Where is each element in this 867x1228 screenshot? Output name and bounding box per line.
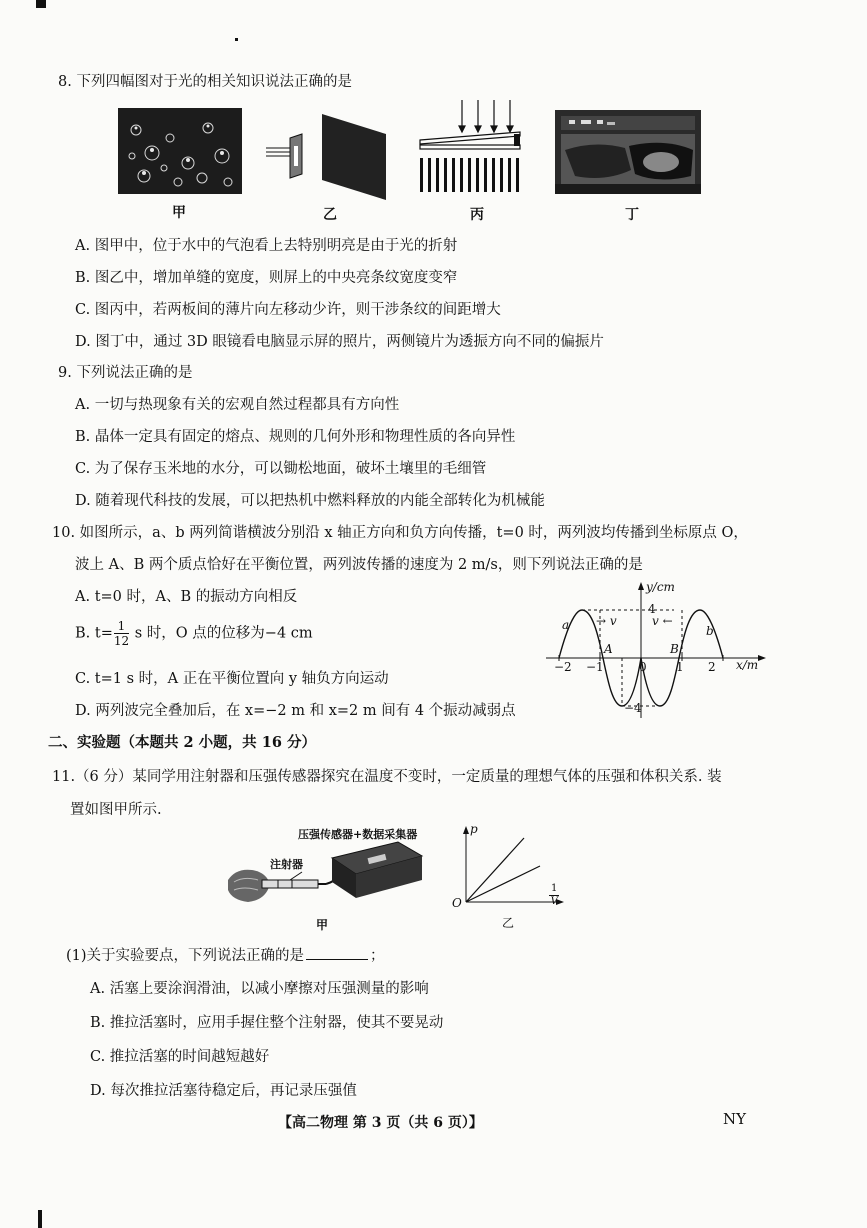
q8-figure-jia [118,108,242,194]
q8-label-ding: 丁 [625,207,639,223]
q10-option-b-pre: B. t= [75,625,113,642]
q8-stem: 8. 下列四幅图对于光的相关知识说法正确的是 [58,74,352,90]
graph-tick-neg1: −1 [586,660,604,674]
q8-figure-bing [416,100,526,196]
graph-origin: 0 [639,660,647,674]
q11-subquestion-1 [66,944,385,965]
graph-velocity-right: v ← [652,614,673,628]
q11-stem-line1: 11.（6 分）某同学用注射器和压强传感器探究在温度不变时，一定质量的理想气体的压强和体积关系. 装 [52,769,722,785]
q11-caption-sensor: 压强传感器+数据采集器 [298,828,418,841]
q10-option-b [75,620,313,647]
q11-option-b: B. 推拉活塞时，应用手握住整个注射器，使其不要晃动 [90,1015,444,1031]
q8-option-d: D. 图丁中，通过 3D 眼镜看电脑显示屏的照片，两侧镜片为透振方向不同的偏振片 [75,334,604,350]
graph-tick-pos1: 1 [676,660,684,674]
fraction-denominator: V [550,896,558,907]
graph-velocity-left: → v [596,614,617,628]
q10-stem-line1: 10. 如图所示，a、b 两列简谐横波分别沿 x 轴正方向和负方向传播，t=0 时，两列波均传播到坐标原点 O， [52,525,748,541]
q8-label-yi: 乙 [323,207,337,223]
single-slit-diagram [262,108,392,200]
answer-blank[interactable] [306,947,368,960]
q8-figure-yi [262,108,392,200]
q10-option-a: A. t=0 时，A、B 的振动方向相反 [75,589,298,605]
q9-option-d: D. 随着现代科技的发展，可以把热机中燃料释放的内能全部转化为机械能 [75,493,545,509]
q11-caption-syringe: 注射器 [270,858,303,871]
q11-graph-x-label [548,884,560,907]
q11-sub1-text: (1)关于实验要点，下列说法正确的是 [66,948,305,964]
graph-point-a: A [604,642,613,656]
q8-option-a: A. 图甲中，位于水中的气泡看上去特别明亮是由于光的折射 [75,238,458,254]
scan-dot [235,38,238,41]
graph-wave-a-label: a [562,618,570,632]
graph-amp-pos: 4 [648,602,656,616]
section-2-title: 二、实验题（本题共 2 小题，共 16 分） [48,734,316,751]
fraction-numerator: 1 [551,883,558,894]
graph-amp-neg: −4 [624,701,642,715]
q9-stem: 9. 下列说法正确的是 [58,365,193,381]
q8-label-jia: 甲 [172,205,186,221]
q8-label-bing: 丙 [470,207,484,223]
q9-option-c: C. 为了保存玉米地的水分，可以锄松地面，破坏土壤里的毛细管 [75,461,487,477]
wave-graph-svg [540,578,770,720]
q10-option-b-fraction [114,620,129,647]
footer-code: NY [723,1110,747,1128]
q8-option-b: B. 图乙中，增加单缝的宽度，则屏上的中央亮条纹宽度变窄 [75,270,458,286]
q11-option-a: A. 活塞上要涂润滑油，以减小摩擦对压强测量的影响 [90,981,429,997]
q10-option-d: D. 两列波完全叠加后，在 x=−2 m 和 x=2 m 间有 4 个振动减弱点 [75,703,516,719]
graph-wave-b-label: b [706,624,714,638]
graph-point-b: B [670,642,679,656]
q10-wave-graph [540,578,770,720]
q10-stem-line2: 波上 A、B 两个质点恰好在平衡位置，两列波传播的速度为 2 m/s，则下列说法正确的是 [75,557,643,573]
q11-option-c: C. 推拉活塞的时间越短越好 [90,1049,270,1065]
scan-mark-bottom [38,1210,42,1228]
graph-tick-pos2: 2 [708,660,716,674]
graph-x-label: x/m [736,658,759,672]
graph-tick-neg2: −2 [554,660,572,674]
q9-option-a: A. 一切与热现象有关的宏观自然过程都具有方向性 [75,397,400,413]
q11-option-d: D. 每次推拉活塞待稳定后，再记录压强值 [90,1083,357,1099]
q11-fig-label-yi: 乙 [502,916,515,930]
q10-option-c: C. t=1 s 时，A 正在平衡位置向 y 轴负方向运动 [75,671,389,687]
q11-sub1-end: ； [370,948,385,964]
q8-figure-ding [555,110,701,194]
q11-graph-x-fraction [549,884,559,907]
scan-mark-top [36,0,46,8]
graph-y-label: y/cm [646,580,675,594]
q11-fig-label-jia: 甲 [316,918,329,932]
q9-option-b: B. 晶体一定具有固定的熔点、规则的几何外形和物理性质的各向异性 [75,429,516,445]
wedge-interference-diagram [416,100,526,196]
q10-option-b-post: s 时，O 点的位移为−4 cm [130,625,313,642]
bubbles-photo [118,108,242,194]
q11-stem-line2: 置如图甲所示. [70,802,162,818]
fraction-denominator: 12 [113,634,130,648]
q11-graph-y-label: p [470,822,478,836]
3d-glasses-photo [555,110,701,194]
fraction-numerator: 1 [114,620,129,634]
page-footer: 【高二物理 第 3 页（共 6 页）】 [278,1115,483,1131]
q11-graph-origin: O [452,896,462,910]
q8-option-c: C. 图丙中，若两板间的薄片向左移动少许，则干涉条纹的间距增大 [75,302,501,318]
